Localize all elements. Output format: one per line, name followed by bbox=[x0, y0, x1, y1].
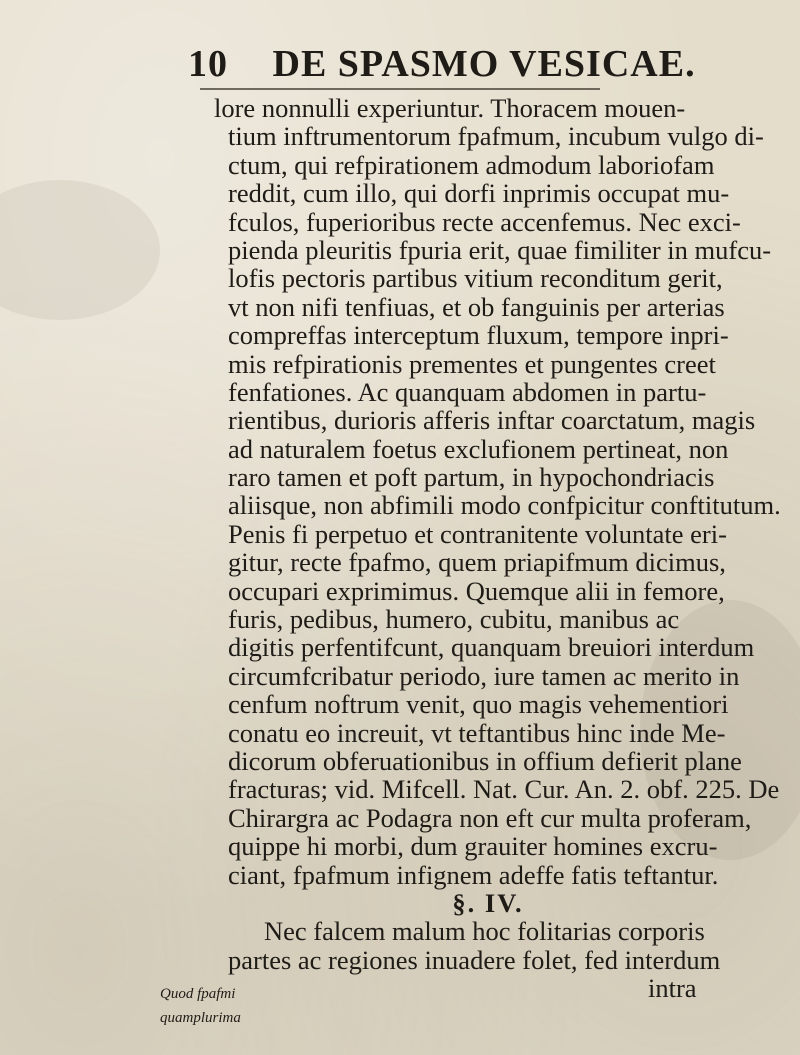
text-line: Chirargra ac Podagra non eft cur multa proferam, bbox=[228, 802, 752, 833]
text-line: ciant, fpafmum infignem adeffe fatis teftantur. bbox=[228, 859, 719, 890]
text-line: rientibus, durioris afferis inftar coarctatum, magis bbox=[228, 405, 756, 436]
text-line: lore nonnulli experiuntur. Thoracem mouen- bbox=[214, 93, 686, 123]
text-line: dicorum obferuationibus in offium defierit plane bbox=[228, 745, 742, 776]
text-line: Nec falcem malum hoc folitarias corporis bbox=[264, 916, 705, 947]
text-line: gitur, recte fpafmo, quem priapifmum dicimus, bbox=[228, 547, 726, 578]
text-line: compreffas interceptum fluxum, tempore inpri- bbox=[228, 320, 729, 351]
text-line: conatu eo increuit, vt teftantibus hinc inde Me- bbox=[228, 717, 726, 748]
text-line: partes ac regiones inuadere folet, fed interdum bbox=[228, 944, 721, 975]
text-line: aliisque, non abfimili modo confpicitur conftitutum. bbox=[228, 490, 781, 521]
page-header bbox=[188, 42, 696, 86]
text-line: fracturas; vid. Mifcell. Nat. Cur. An. 2. obf. 225. De bbox=[228, 774, 780, 805]
text-line: mis refpirationis prementes et pungentes creet bbox=[228, 348, 716, 379]
text-line: ad naturalem foetus exclufionem pertineat, non bbox=[228, 433, 729, 464]
text-line: furis, pedibus, humero, cubitu, manibus ac bbox=[228, 604, 680, 635]
text-line: pienda pleuritis fpuria erit, quae fimiliter in mufcu- bbox=[228, 234, 772, 265]
main-text-block bbox=[214, 93, 788, 1004]
text-line: quippe hi morbi, dum grauiter homines excru- bbox=[228, 831, 718, 862]
text-line: reddit, cum illo, qui dorfi inprimis occupat mu- bbox=[228, 178, 730, 209]
text-line: circumfcribatur periodo, iure tamen ac merito in bbox=[228, 660, 740, 691]
text-line: lofis pectoris partibus vitium reconditum gerit, bbox=[228, 263, 723, 294]
margin-note: quamplurima bbox=[160, 1010, 241, 1026]
section-heading: §. IV. bbox=[452, 887, 524, 918]
paper-stain bbox=[0, 180, 160, 320]
text-line: Penis fi perpetuo et contranitente voluntate eri- bbox=[228, 518, 727, 549]
text-line: vt non nifi tenfiuas, et ob fanguinis per arterias bbox=[228, 291, 725, 322]
page-number: 10 bbox=[188, 43, 228, 85]
margin-note: Quod fpafmi bbox=[160, 986, 236, 1002]
catchword: intra bbox=[648, 973, 697, 1004]
text-line: fenfationes. Ac quanquam abdomen in partu- bbox=[228, 376, 707, 407]
text-line: ctum, qui refpirationem admodum laboriofam bbox=[228, 149, 715, 180]
text-line: raro tamen et poft partum, in hypochondriacis bbox=[228, 462, 715, 493]
text-line: occupari exprimimus. Quemque alii in femore, bbox=[228, 575, 725, 606]
header-rule bbox=[200, 88, 600, 90]
text-line: cenfum noftrum venit, quo magis vehementiori bbox=[228, 689, 729, 720]
text-line: fculos, fuperioribus recte accenfemus. Nec exci- bbox=[228, 206, 741, 237]
text-line: tium inftrumentorum fpafmum, incubum vulgo di- bbox=[228, 121, 764, 152]
running-title: DE SPASMO VESICAE. bbox=[272, 43, 696, 85]
text-line: digitis perfentifcunt, quanquam breuiori interdum bbox=[228, 632, 755, 663]
